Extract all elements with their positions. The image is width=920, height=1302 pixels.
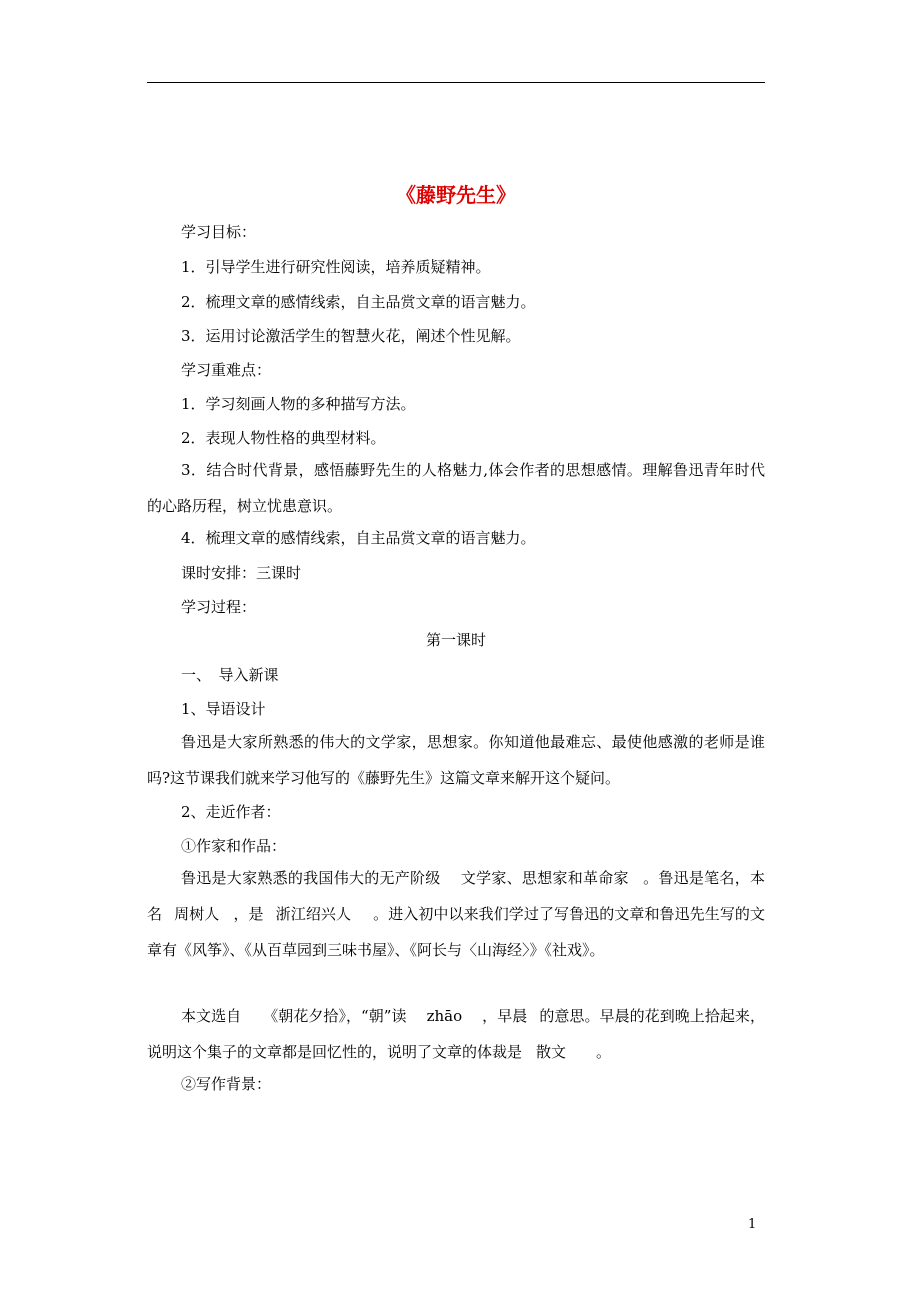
source-text-part: ，早晨 — [482, 1007, 528, 1025]
page-number: 1 — [748, 1217, 757, 1232]
intro-paragraph: 鲁迅是大家所熟悉的伟大的文学家，思想家。你知道他最难忘、最使他感激的老师是谁吗?这节课我们就来学习他写的《藤野先生》这篇文章来解开这个疑问。 — [147, 733, 765, 787]
key-points-heading: 学习重难点： — [181, 361, 272, 379]
source-text-part: 。 — [596, 1043, 612, 1061]
author-text-part: ，是 — [233, 905, 264, 923]
author-text-part: 鲁迅是大家熟悉的我国伟大的无产阶级 — [181, 869, 441, 887]
item-heading-1: ①作家和作品： — [181, 837, 287, 855]
section-heading-1: 一、 导入新课 — [181, 666, 279, 684]
source-blank-fill: zhāo — [426, 1007, 463, 1025]
goal-item-3: 3．运用讨论激活学生的智慧火花，阐述个性见解。 — [181, 327, 521, 345]
source-blank-fill: 《朝花夕拾》，“朝”读 — [263, 1007, 407, 1025]
source-blank-fill: 散文 — [536, 1043, 567, 1061]
author-paragraph — [147, 860, 765, 968]
author-blank-fill: 周树人 — [174, 905, 220, 923]
item-heading-2: ②写作背景： — [181, 1075, 272, 1093]
goal-item-1: 1．引导学生进行研究性阅读，培养质疑精神。 — [181, 258, 491, 276]
subheading-1: 1、导语设计 — [181, 700, 266, 718]
key-point-4: 4．梳理文章的感情线索，自主品赏文章的语言魅力。 — [181, 529, 536, 547]
header-rule — [147, 82, 765, 83]
lesson-title: 第一课时 — [425, 631, 486, 649]
source-text-part: 的意思。早晨的花到晚上拾起来，说明这个集子的文章都是回忆性的，说明了文章的体裁是 — [147, 1007, 765, 1061]
author-text-part: 。鲁迅是笔名，本名 — [147, 869, 765, 923]
author-text-part: 。进入初中以来我们学过了写鲁迅的文章和鲁迅先生写的文章有《风筝》、《从百草园到三味书屋》、《阿长与〈山海经〉》《社戏》。 — [147, 905, 765, 959]
key-point-1: 1．学习刻画人物的多种描写方法。 — [181, 395, 416, 413]
goals-heading: 学习目标： — [181, 223, 257, 241]
goal-item-2: 2．梳理文章的感情线索，自主品赏文章的语言魅力。 — [181, 293, 536, 311]
author-blank-fill: 浙江绍兴人 — [275, 905, 352, 923]
key-point-3: 3．结合时代背景，感悟藤野先生的人格魅力,体会作者的思想感情。理解鲁迅青年时代的心路历程，树立忧患意识。 — [147, 461, 765, 515]
key-point-2: 2．表现人物性格的典型材料。 — [181, 429, 386, 447]
document-title: 《藤野先生》 — [396, 183, 516, 207]
source-text-part: 本文选自 — [181, 1007, 242, 1025]
process-heading: 学习过程： — [181, 598, 257, 616]
source-paragraph — [147, 998, 765, 1070]
author-blank-fill: 文学家、思想家和革命家 — [460, 869, 629, 887]
subheading-2: 2、走近作者： — [181, 803, 281, 821]
schedule-line: 课时安排：三课时 — [181, 564, 302, 582]
